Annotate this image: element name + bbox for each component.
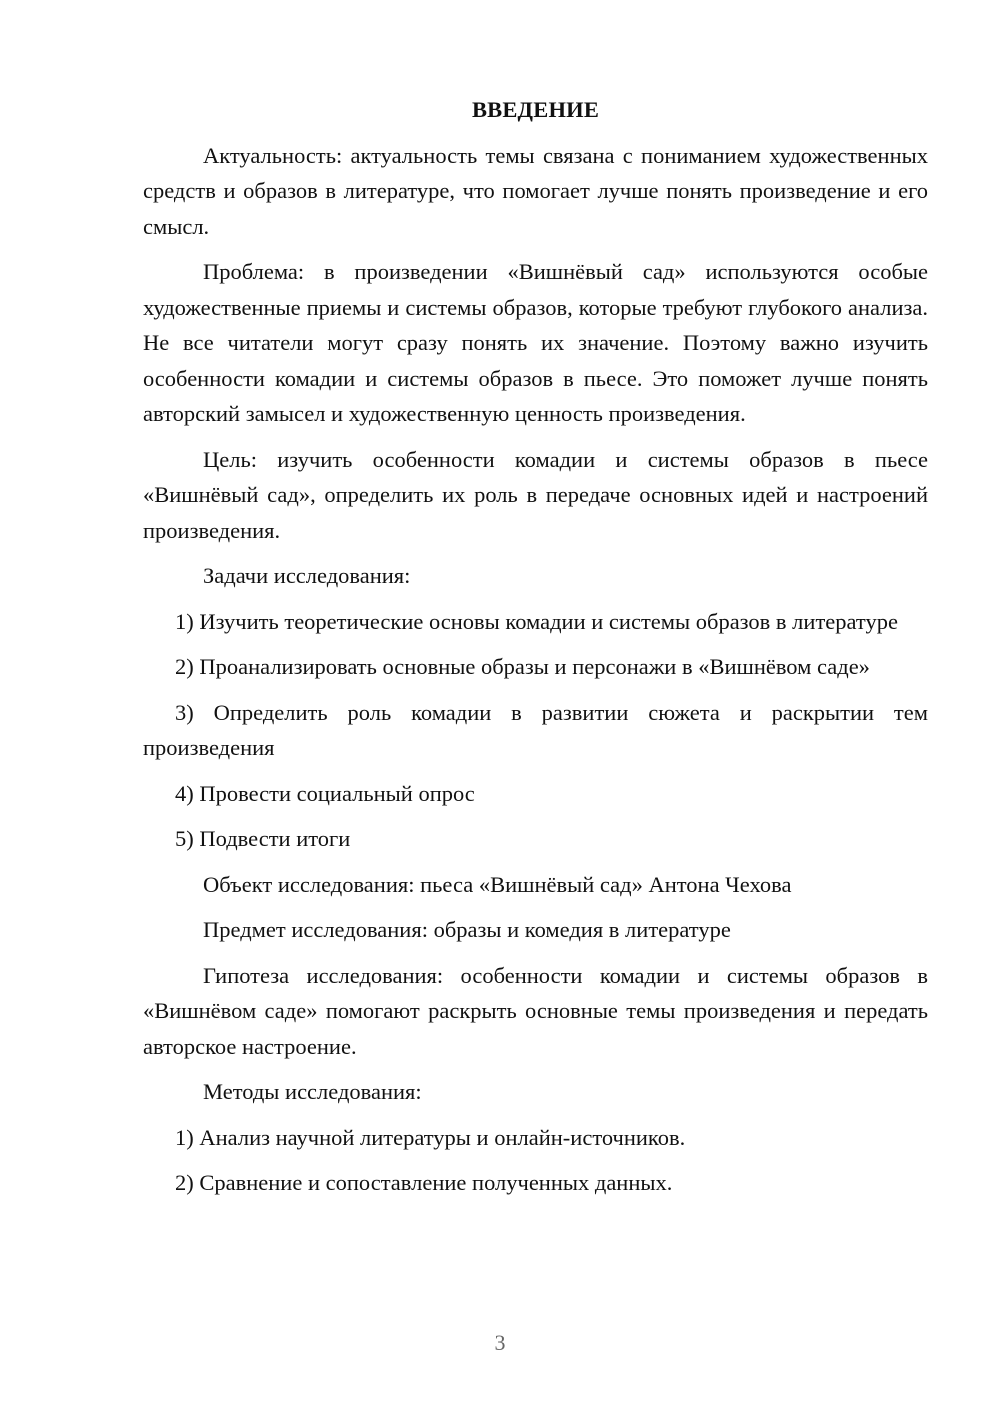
page-body xyxy=(143,92,928,1211)
task-item-2: 2) Проанализировать основные образы и персонажи в «Вишнёвом саде» xyxy=(175,654,870,679)
page-title: ВВЕДЕНИЕ xyxy=(471,97,600,122)
methods-heading: Методы исследования: xyxy=(203,1079,422,1104)
tasks-heading: Задачи исследования: xyxy=(203,563,411,588)
goal-paragraph: Цель: изучить особенности комадии и системы образов в пьесе «Вишнёвый сад», определить их роль в передаче основных идей и настроений произведения. xyxy=(143,446,928,543)
subject-paragraph: Предмет исследования: образы и комедия в литературе xyxy=(203,917,731,942)
task-item-1: 1) Изучить теоретические основы комадии и системы образов в литературе xyxy=(175,608,898,634)
page-number: 3 xyxy=(494,1330,506,1355)
hypothesis-paragraph: Гипотеза исследования: особенности комадии и системы образов в «Вишнёвом саде» помогают раскрыть основные темы произведения и передать авторское настроение. xyxy=(143,962,928,1059)
task-item-4: 4) Провести социальный опрос xyxy=(175,780,475,806)
task-item-3: 3) Определить роль комадии в развитии сюжета и раскрытии тем произведения xyxy=(143,699,928,760)
method-item-1: 1) Анализ научной литературы и онлайн-источников. xyxy=(175,1124,686,1150)
task-item-5: 5) Подвести итоги xyxy=(175,826,351,851)
relevance-paragraph: Актуальность: актуальность темы связана с пониманием художественных средств и образов в литературе, что помогает лучше понять произведение и его смысл. xyxy=(143,142,928,239)
object-paragraph: Объект исследования: пьеса «Вишнёвый сад» Антона Чехова xyxy=(203,871,792,897)
problem-paragraph: Проблема: в произведении «Вишнёвый сад» используются особые художественные приемы и системы образов, которые требуют глубокого анализа. Не все читатели могут сразу понять их значение. Поэтому важно изучить особенности комадии и системы образов в пьесе. Это поможет лучше понять авторский замысел и художественную ценность произведения. xyxy=(143,259,928,426)
method-item-2: 2) Сравнение и сопоставление полученных данных. xyxy=(175,1170,673,1195)
